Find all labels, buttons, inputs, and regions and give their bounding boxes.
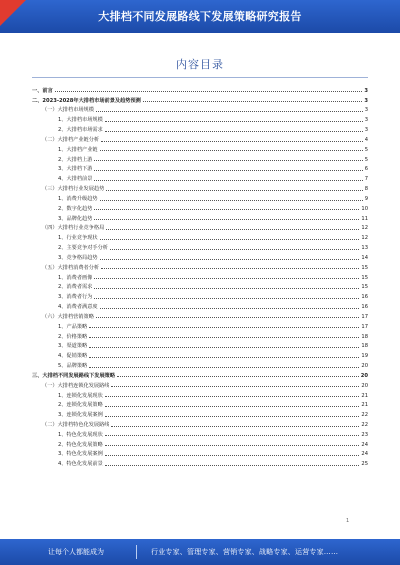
toc-leader-dots <box>106 229 359 230</box>
toc-leader-dots <box>94 288 359 289</box>
toc-entry-page: 20 <box>360 372 368 379</box>
toc-entry-text: （一）大排档连锁化发展路线 <box>42 382 110 389</box>
toc-entry-text: （五）大排档消费者分析 <box>42 264 100 271</box>
toc-entry-page: 13 <box>361 245 368 252</box>
toc-entry-page: 8 <box>364 186 368 193</box>
divider <box>32 77 368 78</box>
toc-entry-page: 16 <box>361 304 368 311</box>
toc-entry-page: 25 <box>361 461 368 468</box>
footer-separator <box>136 545 137 559</box>
toc-entry-page: 23 <box>361 431 368 438</box>
toc-entry[interactable] <box>32 104 368 114</box>
toc-entry-text: 2、价格策略 <box>58 333 88 340</box>
toc-leader-dots <box>89 357 359 358</box>
toc-entry[interactable] <box>32 251 368 261</box>
toc-leader-dots <box>94 180 362 181</box>
table-of-contents <box>32 84 368 467</box>
toc-entry[interactable] <box>32 172 368 182</box>
toc-entry-page: 22 <box>361 421 368 428</box>
toc-entry-text: 1、消费者画像 <box>58 274 93 281</box>
toc-leader-dots <box>55 91 363 92</box>
toc-entry-page: 18 <box>361 343 368 350</box>
toc-leader-dots <box>111 426 359 427</box>
toc-entry-text: 3、特色化发展案例 <box>58 451 103 458</box>
toc-leader-dots <box>94 298 359 299</box>
toc-entry[interactable] <box>32 133 368 143</box>
toc-leader-dots <box>110 249 359 250</box>
toc-entry[interactable] <box>32 143 368 153</box>
toc-leader-dots <box>105 435 360 436</box>
toc-leader-dots <box>105 416 360 417</box>
toc-entry-text: 二、2023-2028年大排档市场前景及趋势预测 <box>32 97 141 104</box>
toc-entry[interactable] <box>32 320 368 330</box>
toc-entry[interactable] <box>32 369 368 379</box>
toc-entry[interactable] <box>32 330 368 340</box>
toc-leader-dots <box>105 406 360 407</box>
toc-entry-page: 3 <box>364 87 368 94</box>
toc-leader-dots <box>89 327 359 328</box>
toc-entry-text: 2、连锁化发展策略 <box>58 402 103 409</box>
toc-entry-text: 3、大排档下游 <box>58 166 93 173</box>
toc-leader-dots <box>143 101 363 102</box>
toc-entry-text: （一）大排档市场规模 <box>42 107 94 114</box>
toc-entry-page: 10 <box>361 205 368 212</box>
toc-entry[interactable] <box>32 428 368 438</box>
toc-entry-text: 1、产品策略 <box>58 323 88 330</box>
toc-entry[interactable] <box>32 113 368 123</box>
toc-entry-page: 17 <box>361 313 368 320</box>
toc-leader-dots <box>117 376 359 377</box>
toc-entry[interactable] <box>32 153 368 163</box>
toc-entry-text: （二）大排档特色化发展路线 <box>42 421 110 428</box>
toc-entry-text: （四）大排档行业竞争格局 <box>42 225 105 232</box>
toc-entry[interactable] <box>32 340 368 350</box>
toc-entry[interactable] <box>32 212 368 222</box>
toc-entry-text: 4、特色化发展前景 <box>58 461 103 468</box>
toc-entry-page: 3 <box>364 117 368 124</box>
footer-slogan: 让每个人都能成为 <box>48 548 104 556</box>
toc-entry[interactable] <box>32 448 368 458</box>
toc-entry-text: 三、大排档不同发展路线下发展策略 <box>32 372 116 379</box>
toc-entry[interactable] <box>32 182 368 192</box>
footer-roles: 行业专家、管理专家、营销专家、战略专家、运营专家…… <box>151 548 339 556</box>
toc-entry-page: 3 <box>364 107 368 114</box>
footer-banner <box>0 539 400 565</box>
toc-entry-page: 9 <box>364 195 368 202</box>
toc-entry-text: （二）大排档产业链分析 <box>42 136 100 143</box>
toc-entry-page: 3 <box>364 127 368 134</box>
toc-entry[interactable] <box>32 192 368 202</box>
toc-leader-dots <box>94 160 362 161</box>
toc-leader-dots <box>101 141 363 142</box>
toc-entry-page: 20 <box>361 363 368 370</box>
report-title: 大排档不同发展路线下发展策略研究报告 <box>98 10 302 23</box>
toc-entry-text: 4、大排档前景 <box>58 176 93 183</box>
toc-leader-dots <box>94 278 359 279</box>
toc-leader-dots <box>89 367 359 368</box>
toc-entry-text: 2、主要竞争对手分析 <box>58 245 108 252</box>
toc-entry[interactable] <box>32 399 368 409</box>
toc-entry-text: 3、竞争格局趋势 <box>58 254 98 261</box>
toc-entry-page: 22 <box>361 412 368 419</box>
toc-leader-dots <box>100 239 360 240</box>
toc-entry-page: 17 <box>361 323 368 330</box>
toc-entry[interactable] <box>32 94 368 104</box>
toc-leader-dots <box>105 465 360 466</box>
toc-entry-text: 1、消费升级趋势 <box>58 195 98 202</box>
toc-entry-text: 2、消费者需求 <box>58 284 93 291</box>
report-header <box>0 0 400 33</box>
toc-entry[interactable] <box>32 379 368 389</box>
toc-entry-page: 15 <box>361 274 368 281</box>
toc-entry-page: 24 <box>361 441 368 448</box>
toc-title: 内容目录 <box>176 58 224 71</box>
toc-entry-text: 1、大排档产业链 <box>58 146 98 153</box>
toc-entry-text: 1、连锁化发展现状 <box>58 392 103 399</box>
page-number: 1 <box>346 518 350 524</box>
toc-entry[interactable] <box>32 389 368 399</box>
toc-entry-page: 7 <box>364 176 368 183</box>
toc-entry-page: 5 <box>364 146 368 153</box>
toc-leader-dots <box>111 386 359 387</box>
toc-entry[interactable] <box>32 241 368 251</box>
toc-entry[interactable] <box>32 231 368 241</box>
toc-leader-dots <box>89 347 359 348</box>
toc-entry-page: 6 <box>364 166 368 173</box>
toc-entry[interactable] <box>32 271 368 281</box>
toc-leader-dots <box>105 131 363 132</box>
toc-entry[interactable] <box>32 300 368 310</box>
toc-entry-page: 12 <box>361 235 368 242</box>
toc-leader-dots <box>94 170 362 171</box>
toc-entry[interactable] <box>32 349 368 359</box>
toc-entry[interactable] <box>32 418 368 428</box>
toc-entry-text: 4、消费者满意度 <box>58 304 98 311</box>
toc-entry[interactable] <box>32 310 368 320</box>
toc-leader-dots <box>100 308 360 309</box>
toc-entry-text: 一、前言 <box>32 87 53 94</box>
toc-entry-page: 21 <box>361 392 368 399</box>
corner-decoration <box>0 0 26 26</box>
toc-entry[interactable] <box>32 84 368 94</box>
toc-leader-dots <box>100 259 360 260</box>
toc-entry-text: 1、行业竞争现状 <box>58 235 98 242</box>
toc-entry-page: 12 <box>361 225 368 232</box>
toc-entry-text: 1、大排档市场规模 <box>58 117 103 124</box>
toc-leader-dots <box>100 200 363 201</box>
toc-leader-dots <box>105 396 360 397</box>
toc-entry-text: 1、特色化发展现状 <box>58 431 103 438</box>
toc-leader-dots <box>89 337 359 338</box>
toc-entry-page: 20 <box>361 382 368 389</box>
toc-leader-dots <box>94 219 359 220</box>
toc-leader-dots <box>94 209 359 210</box>
toc-entry-page: 21 <box>361 402 368 409</box>
toc-entry-text: 3、品牌化趋势 <box>58 215 93 222</box>
toc-leader-dots <box>100 150 363 151</box>
toc-entry-text: 2、大排档市场需求 <box>58 127 103 134</box>
toc-entry-page: 15 <box>361 264 368 271</box>
toc-entry[interactable] <box>32 408 368 418</box>
toc-entry-page: 24 <box>361 451 368 458</box>
toc-entry[interactable] <box>32 290 368 300</box>
toc-entry[interactable] <box>32 163 368 173</box>
toc-entry-text: （六）大排档营销策略 <box>42 313 94 320</box>
toc-leader-dots <box>106 190 362 191</box>
toc-entry[interactable] <box>32 457 368 467</box>
toc-entry-text: 2、特色化发展策略 <box>58 441 103 448</box>
toc-entry-text: 3、渠道策略 <box>58 343 88 350</box>
toc-entry[interactable] <box>32 261 368 271</box>
toc-entry[interactable] <box>32 359 368 369</box>
toc-entry-text: 2、大排档上游 <box>58 156 93 163</box>
toc-entry-page: 18 <box>361 333 368 340</box>
toc-entry-page: 11 <box>361 215 368 222</box>
toc-entry-text: 2、数字化趋势 <box>58 205 93 212</box>
toc-entry[interactable] <box>32 202 368 212</box>
toc-leader-dots <box>96 317 360 318</box>
toc-entry-text: （三）大排档行业发展趋势 <box>42 186 105 193</box>
toc-entry-text: 3、消费者行为 <box>58 294 93 301</box>
toc-entry[interactable] <box>32 281 368 291</box>
toc-entry-text: 3、连锁化发展案例 <box>58 412 103 419</box>
toc-entry-page: 5 <box>364 156 368 163</box>
toc-entry-page: 15 <box>361 284 368 291</box>
toc-entry[interactable] <box>32 123 368 133</box>
toc-entry-page: 16 <box>361 294 368 301</box>
toc-leader-dots <box>101 268 359 269</box>
toc-entry-page: 19 <box>361 353 368 360</box>
toc-entry-text: 5、品牌策略 <box>58 363 88 370</box>
toc-entry-text: 4、促销策略 <box>58 353 88 360</box>
toc-leader-dots <box>105 455 360 456</box>
toc-entry-page: 14 <box>361 254 368 261</box>
toc-leader-dots <box>105 121 363 122</box>
toc-entry-page: 3 <box>364 97 368 104</box>
toc-entry[interactable] <box>32 222 368 232</box>
toc-entry[interactable] <box>32 438 368 448</box>
toc-leader-dots <box>96 111 363 112</box>
toc-leader-dots <box>105 445 360 446</box>
toc-entry-page: 4 <box>364 136 368 143</box>
